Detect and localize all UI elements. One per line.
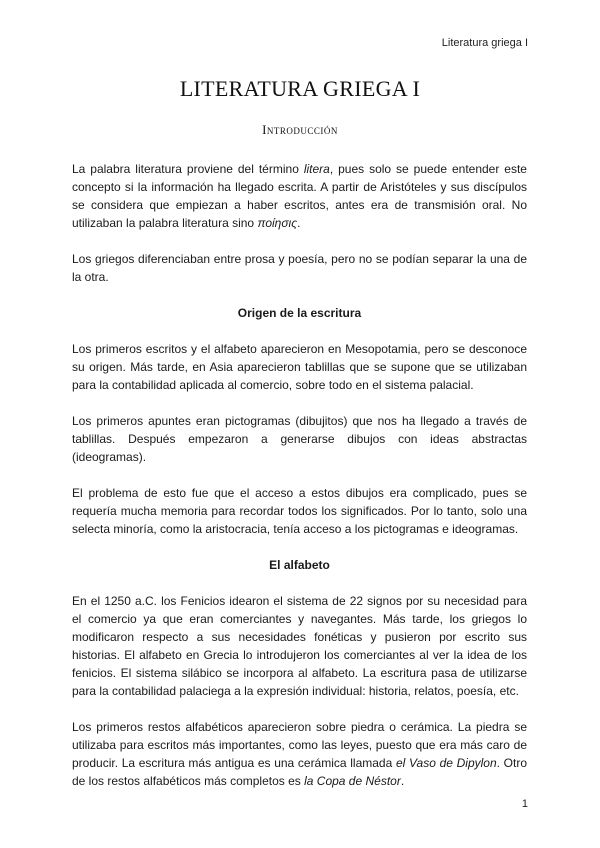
alphabet-p2-vaso-dipylon: el Vaso de Dipylon xyxy=(395,756,497,770)
heading-origen-escritura: Origen de la escritura xyxy=(237,306,362,320)
origin-paragraph-2: Los primeros apuntes eran pictogramas (dibujitos) que nos ha llegado a través de tablillas. Después empezaron a generarse dibujos con ideas abstractas (ideogramas). xyxy=(72,414,527,464)
alphabet-p2-copa-nestor: la Copa de Néstor xyxy=(304,774,401,788)
origin-paragraph-3: El problema de esto fue que el acceso a estos dibujos era complicado, pues se requería mucha memoria para recordar todos los significados. Por lo tanto, solo una selecta minoría, como la aristocracia, tenía acceso a los pictogramas e ideogramas. xyxy=(72,486,527,536)
running-header: Literatura griega I xyxy=(441,37,528,49)
intro-p1-text-c: , pues solo se puede entender este concepto si la información ha llegado escrita. A partir de Aristóteles y sus discípulos se considera que empiezan a haber escritos, antes era de transmisión oral. No utilizaban la palabra literatura sino xyxy=(72,162,527,230)
heading-alfabeto: El alfabeto xyxy=(269,558,330,572)
document-title: LITERATURA GRIEGA I xyxy=(179,76,421,101)
page-number: 1 xyxy=(521,798,528,810)
intro-paragraph-2: Los griegos diferenciaban entre prosa y poesía, pero no se podían separar la una de la otra. xyxy=(72,252,527,284)
alphabet-p2-text-e: . xyxy=(400,774,405,788)
intro-p1-text-a: La palabra literatura proviene del término xyxy=(72,162,304,176)
alphabet-p2-text-c: . Otro de los restos alfabéticos más completos es xyxy=(72,756,527,788)
intro-p1-term-poiesis: ποίησις xyxy=(257,216,298,230)
origin-paragraph-1: Los primeros escritos y el alfabeto aparecieron en Mesopotamia, pero se desconoce su origen. Más tarde, en Asia aparecieron tablillas que se supone que se utilizaban para la contabilidad aplicada al comercio, sobre todo en el sistema palacial. xyxy=(72,342,527,392)
document-body xyxy=(72,160,527,808)
intro-paragraph-1 xyxy=(72,160,527,232)
intro-p1-term-litera: litera xyxy=(303,162,330,176)
section-title-introduccion: Introducción xyxy=(262,122,338,137)
alphabet-paragraph-2 xyxy=(72,718,527,790)
alphabet-paragraph-1: En el 1250 a.C. los Fenicios idearon el sistema de 22 signos por su necesidad para el comercio ya que eran comerciantes y navegantes. Más tarde, los griegos lo modificaron respecto a sus necesidades fonéticas y pusieron por escrito sus historias. El alfabeto en Grecia lo introdujeron los comerciantes al ver la idea de los fenicios. El sistema silábico se incorpora al alfabeto. La escritura pasa de utilizarse para la contabilidad palaciega a la expresión individual: historia, relatos, poesía, etc. xyxy=(72,594,527,698)
alphabet-p2-text-a: Los primeros restos alfabéticos aparecieron sobre piedra o cerámica. La piedra se utilizaba para escritos más importantes, como las leyes, puesto que era más caro de producir. La escritura más antigua es una cerámica llamada xyxy=(72,720,527,770)
intro-p1-text-e: . xyxy=(297,216,301,230)
